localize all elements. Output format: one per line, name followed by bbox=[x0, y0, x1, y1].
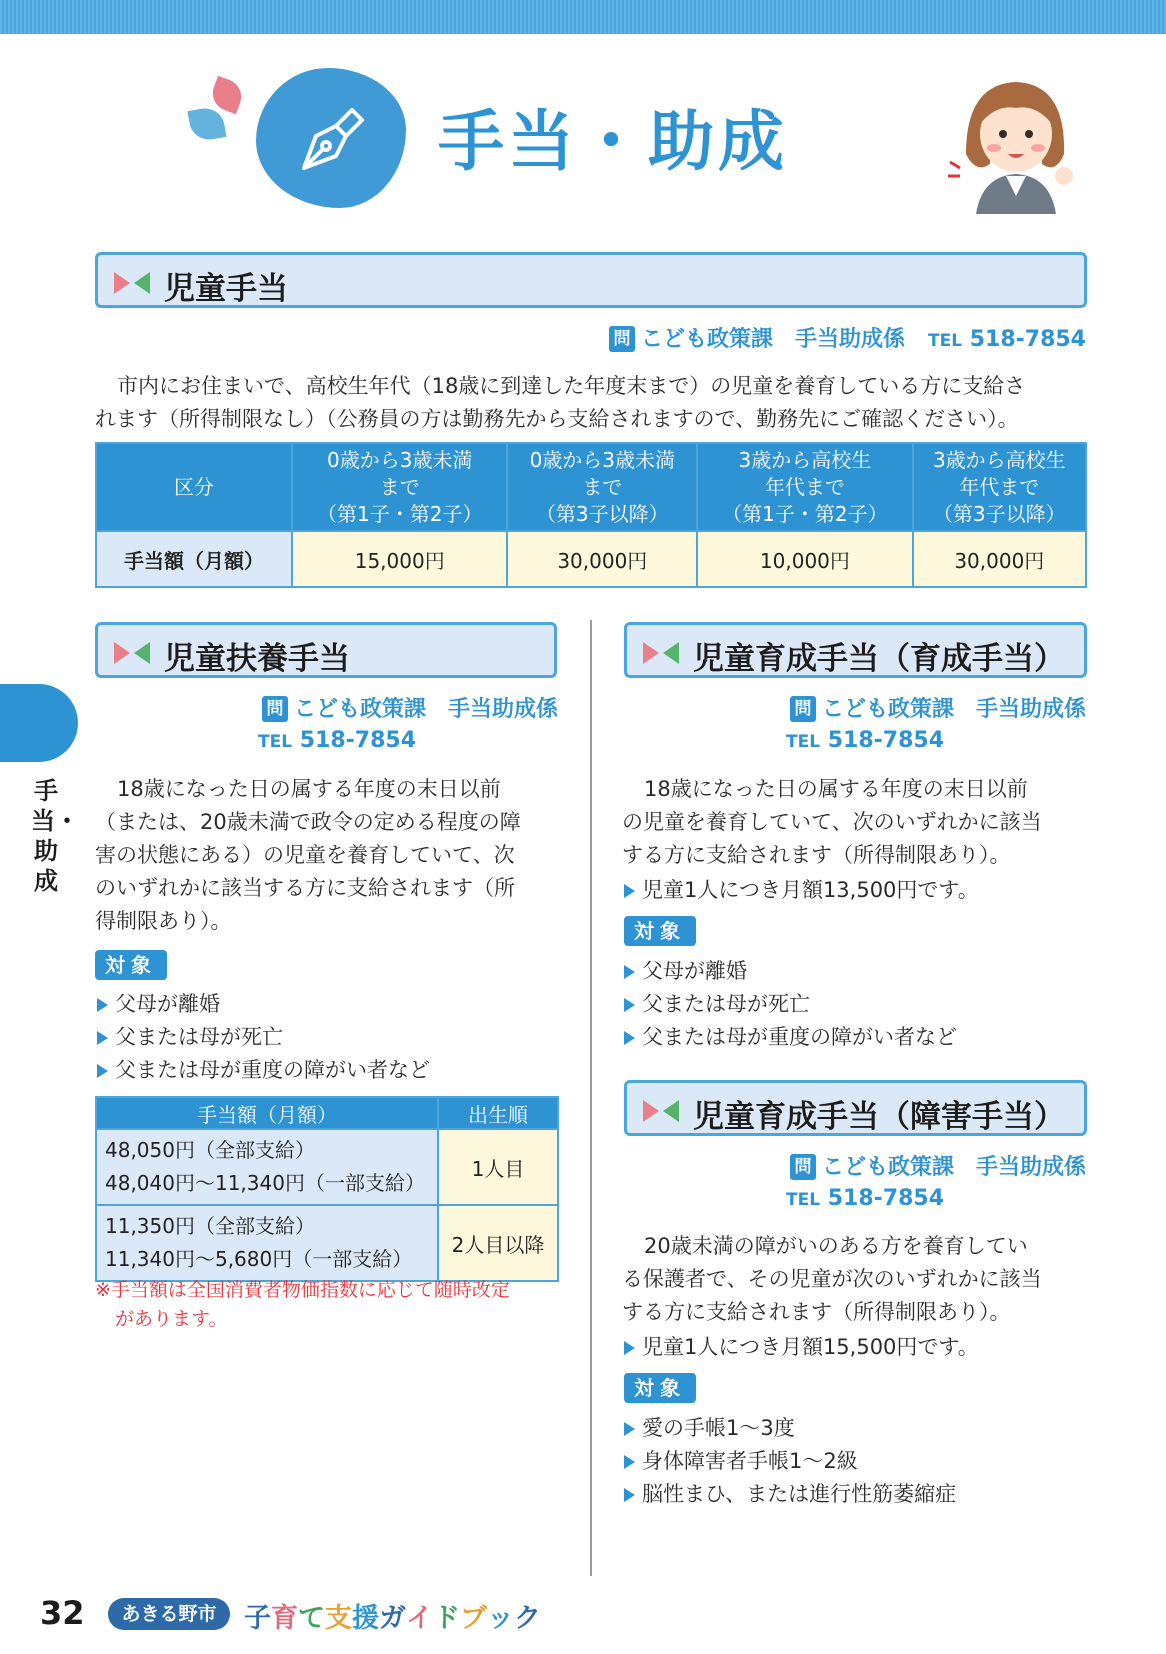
target-badge: 対象 bbox=[624, 1373, 696, 1403]
description-line: 18歳になった日の属する年度の末日以前 bbox=[644, 777, 1028, 801]
description-child-support bbox=[95, 773, 565, 938]
table-cell: 10,000円 bbox=[697, 531, 912, 587]
contact-child-support bbox=[262, 692, 558, 723]
contact-dept: こども政策課 手当助成係 bbox=[640, 327, 905, 352]
tel-number: 518-7854 bbox=[827, 1186, 945, 1211]
section-title: 児童育成手当（育成手当） bbox=[693, 641, 1065, 677]
table-header-cell: 3歳から高校生 年代まで （第1子・第2子） bbox=[697, 443, 912, 531]
section-header-child-support bbox=[95, 622, 557, 678]
section-title: 児童手当 bbox=[164, 271, 288, 307]
section-header-upbringing bbox=[624, 622, 1087, 678]
amount-partial: 11,340円〜5,680円（一部支給） bbox=[105, 1247, 413, 1271]
bow-icon bbox=[643, 642, 679, 664]
description-line: （または、20歳未満で政令の定める程度の障 bbox=[95, 810, 521, 834]
description-line: する方に支給されます（所得制限あり）。 bbox=[622, 843, 1011, 867]
bow-icon bbox=[114, 272, 150, 294]
target-badge: 対象 bbox=[95, 950, 167, 980]
side-tab-label: 手当・助成 bbox=[31, 777, 79, 895]
contact-dept: こども政策課 手当助成係 bbox=[293, 697, 558, 722]
tel-number: 518-7854 bbox=[969, 327, 1086, 352]
description-line: 18歳になった日の属する年度の末日以前 bbox=[117, 777, 501, 801]
description-child-allowance bbox=[95, 370, 1095, 436]
description-line: れます（所得制限なし）（公務員の方は勤務先から支給されますので、勤務先にご確認ください）。 bbox=[95, 407, 1019, 431]
description-line: 得制限あり）。 bbox=[95, 909, 232, 933]
list-item: 父または母が死亡 bbox=[95, 1021, 565, 1054]
description-line: のいずれかに該当する方に支給されます（所 bbox=[95, 876, 515, 900]
bow-icon bbox=[643, 1100, 679, 1122]
tel-label: TEL bbox=[786, 1190, 821, 1210]
table-cell bbox=[96, 1129, 438, 1205]
bow-icon bbox=[114, 642, 150, 664]
column-divider bbox=[590, 620, 592, 1576]
note-line: があります。 bbox=[115, 1308, 228, 1330]
table-cell: 15,000円 bbox=[292, 531, 507, 587]
note-line: ※手当額は全国消費者物価指数に応じて随時改定 bbox=[95, 1279, 510, 1301]
table-cell bbox=[96, 1205, 438, 1281]
tel-label: TEL bbox=[927, 331, 963, 351]
book-title-text: 子育て支援ガイドブック bbox=[244, 1603, 541, 1634]
contact-child-allowance bbox=[609, 322, 1086, 353]
inquiry-icon: 問 bbox=[262, 696, 288, 722]
amount-full: 11,350円（全部支給） bbox=[105, 1214, 315, 1238]
side-tab bbox=[0, 684, 78, 762]
description-upbringing bbox=[622, 773, 1092, 872]
target-badge: 対象 bbox=[624, 916, 696, 946]
amount-list bbox=[622, 874, 1092, 907]
table-header-cell: 出生順 bbox=[438, 1097, 558, 1129]
table-header-cell: 0歳から3歳未満 まで （第3子以降） bbox=[507, 443, 697, 531]
inquiry-icon: 問 bbox=[609, 326, 635, 352]
section-title: 児童扶養手当 bbox=[164, 641, 350, 677]
revision-note bbox=[95, 1276, 565, 1334]
table-cell: 30,000円 bbox=[913, 531, 1086, 587]
list-item: 脳性まひ、または進行性筋萎縮症 bbox=[622, 1478, 1092, 1511]
list-item: 父母が離婚 bbox=[95, 988, 565, 1021]
fountain-pen-icon bbox=[286, 96, 376, 186]
list-item: 愛の手帳1〜3度 bbox=[622, 1412, 1092, 1445]
list-item: 父または母が重度の障がい者など bbox=[622, 1021, 1092, 1054]
contact-upbringing bbox=[790, 692, 1086, 723]
target-list bbox=[622, 955, 1092, 1054]
target-list bbox=[622, 1412, 1092, 1511]
child-support-table bbox=[95, 1096, 559, 1282]
list-item: 父または母が死亡 bbox=[622, 988, 1092, 1021]
description-disability bbox=[622, 1230, 1092, 1329]
description-line: 市内にお住まいで、高校生年代（18歳に到達した年度末まで）の児童を養育している方に支給さ bbox=[117, 374, 1026, 398]
tel-label: TEL bbox=[258, 732, 293, 752]
description-line: の児童を養育していて、次のいずれかに該当 bbox=[622, 810, 1042, 834]
table-cell: 30,000円 bbox=[507, 531, 697, 587]
contact-tel-upbringing bbox=[786, 728, 944, 753]
amount-partial: 48,040円〜11,340円（一部支給） bbox=[105, 1171, 425, 1195]
tel-number: 518-7854 bbox=[827, 728, 945, 753]
table-header-cell: 手当額（月額） bbox=[96, 1097, 438, 1129]
description-line: る保護者で、その児童が次のいずれかに該当 bbox=[622, 1267, 1042, 1291]
description-line: 20歳未満の障がいのある方を養育してい bbox=[644, 1234, 1028, 1258]
table-row-label: 手当額（月額） bbox=[96, 531, 292, 587]
page-title: 手当・助成 bbox=[438, 103, 788, 180]
inquiry-icon: 問 bbox=[790, 1154, 816, 1180]
book-title bbox=[244, 1596, 541, 1635]
section-title: 児童育成手当（障害手当） bbox=[693, 1099, 1065, 1135]
contact-tel-disability bbox=[786, 1186, 944, 1211]
tel-number: 518-7854 bbox=[299, 728, 417, 753]
inquiry-icon: 問 bbox=[790, 696, 816, 722]
description-line: 害の状態にある）の児童を養育していて、次 bbox=[95, 843, 515, 867]
list-item: 児童1人につき月額13,500円です。 bbox=[622, 874, 1092, 907]
list-item: 身体障害者手帳1〜2級 bbox=[622, 1445, 1092, 1478]
description-line: する方に支給されます（所得制限あり）。 bbox=[622, 1300, 1011, 1324]
table-cell: 2人目以降 bbox=[438, 1205, 558, 1281]
staff-illustration bbox=[946, 64, 1086, 214]
table-header-cell: 3歳から高校生 年代まで （第3子以降） bbox=[913, 443, 1086, 531]
table-cell: 1人目 bbox=[438, 1129, 558, 1205]
contact-disability bbox=[790, 1150, 1086, 1181]
list-item: 父母が離婚 bbox=[622, 955, 1092, 988]
city-logo: あきる野市 bbox=[108, 1598, 230, 1630]
list-item: 父または母が重度の障がい者など bbox=[95, 1054, 565, 1087]
tel-label: TEL bbox=[786, 732, 821, 752]
target-list bbox=[95, 988, 565, 1087]
amount-full: 48,050円（全部支給） bbox=[105, 1138, 315, 1162]
contact-dept: こども政策課 手当助成係 bbox=[821, 697, 1086, 722]
contact-dept: こども政策課 手当助成係 bbox=[821, 1155, 1086, 1180]
page-number: 32 bbox=[40, 1594, 85, 1632]
top-decorative-band bbox=[0, 0, 1166, 34]
pink-leaf-icon bbox=[208, 76, 246, 114]
table-header-cell: 区分 bbox=[96, 443, 292, 531]
table-header-cell: 0歳から3歳未満 まで （第1子・第2子） bbox=[292, 443, 507, 531]
list-item: 児童1人につき月額15,500円です。 bbox=[622, 1331, 1092, 1364]
contact-tel-child-support bbox=[258, 728, 416, 753]
amount-list bbox=[622, 1331, 1092, 1364]
child-allowance-table bbox=[95, 442, 1087, 588]
blue-leaf-icon bbox=[187, 105, 226, 142]
section-header-child-allowance bbox=[95, 252, 1087, 308]
section-header-disability bbox=[624, 1080, 1087, 1136]
